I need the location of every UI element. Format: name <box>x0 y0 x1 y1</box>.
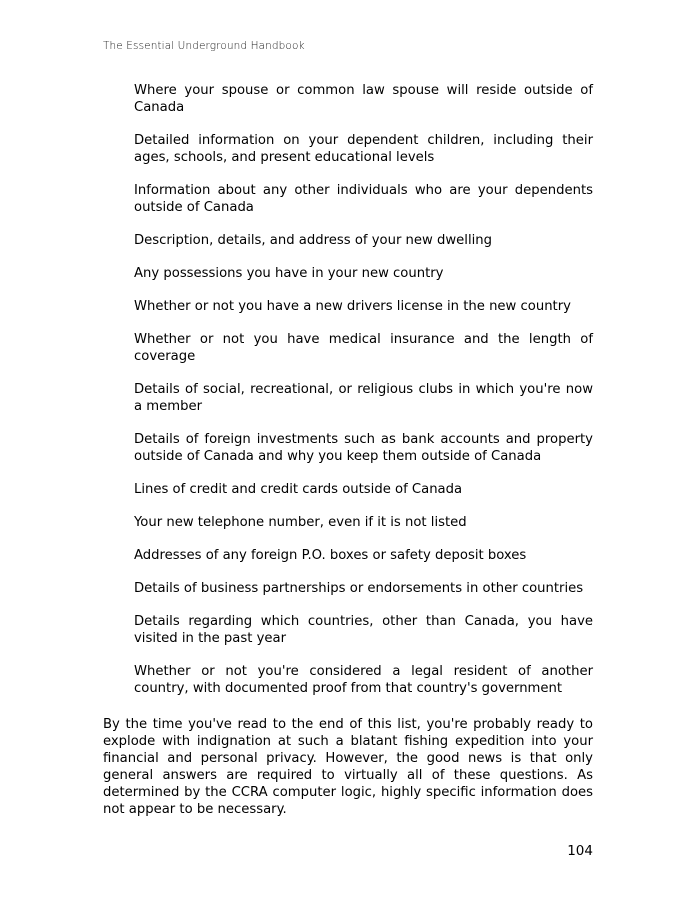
page-number: 104 <box>567 843 593 859</box>
list-item: Details of foreign investments such as bank accounts and property outside of Canada and why you keep them outside of Canada <box>134 432 593 464</box>
requirements-list <box>134 82 593 713</box>
list-item: Addresses of any foreign P.O. boxes or safety deposit boxes <box>134 548 527 563</box>
list-item: Whether or not you have medical insurance and the length of coverage <box>134 332 593 364</box>
closing-paragraph: By the time you've read to the end of this list, you're probably ready to explode with indignation at such a blatant fishing expedition into your financial and personal privacy. However, the good news is that only general answers are required to virtually all of these questions. As determined by the CCRA computer logic, highly specific information does not appear to be necessary. <box>103 717 593 817</box>
running-header: The Essential Underground Handbook <box>103 40 305 52</box>
list-item: Where your spouse or common law spouse will reside outside of Canada <box>134 83 593 115</box>
list-item: Whether or not you're considered a legal resident of another country, with documented proof from that country's government <box>134 664 593 696</box>
list-item: Lines of credit and credit cards outside of Canada <box>134 482 463 497</box>
list-item: Description, details, and address of your new dwelling <box>134 233 493 248</box>
list-item: Details of business partnerships or endorsements in other countries <box>134 581 584 596</box>
list-item: Your new telephone number, even if it is not listed <box>134 515 467 530</box>
list-item: Information about any other individuals who are your dependents outside of Canada <box>134 183 593 215</box>
list-item: Details regarding which countries, other than Canada, you have visited in the past year <box>134 614 593 646</box>
list-item: Details of social, recreational, or religious clubs in which you're now a member <box>134 382 593 414</box>
list-item: Whether or not you have a new drivers license in the new country <box>134 299 571 314</box>
list-item: Any possessions you have in your new country <box>134 266 444 281</box>
list-item: Detailed information on your dependent children, including their ages, schools, and present educational levels <box>134 133 593 165</box>
